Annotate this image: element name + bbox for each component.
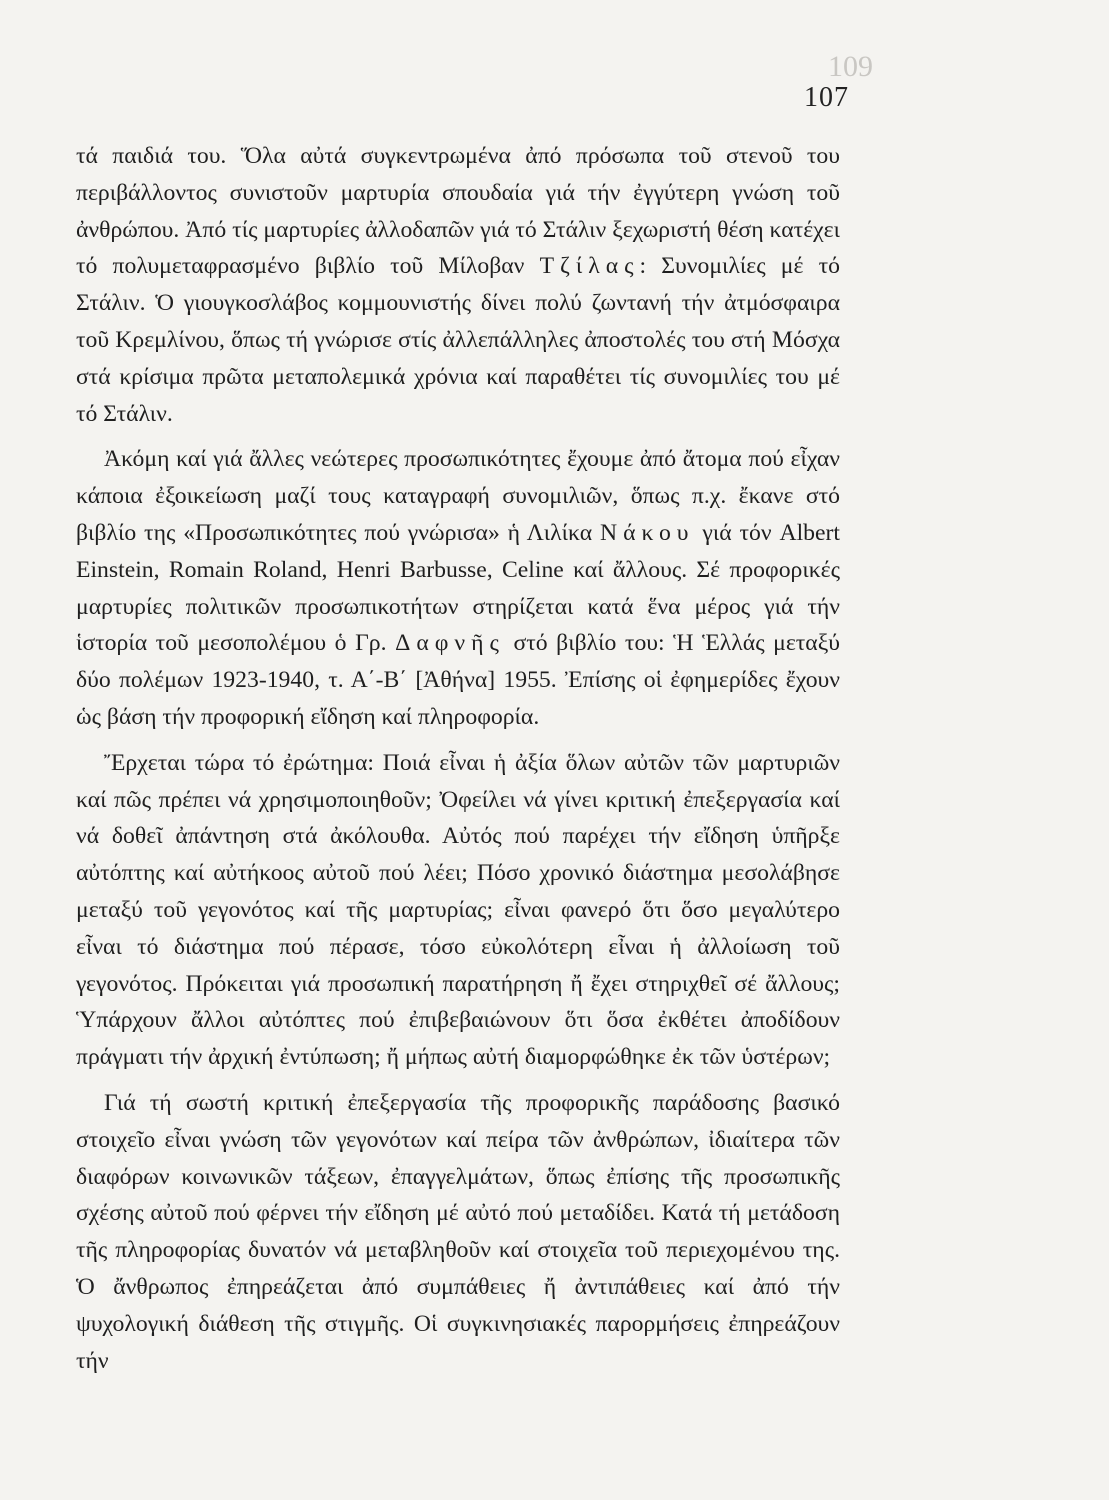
text-run: γιά τόν Albert Einstein, Romain Roland, Henri Barbusse, Celine καί ἄλλους. Σέ προφορικές μαρτυρίες πολιτικῶν προσωπικοτήτων στηρίζεται κατά ἕνα μέρος γιά τήν ἱστορία τοῦ μεσοπολέμου ὁ Γρ. (76, 519, 840, 657)
text-run: Ἔρχεται τώρα τό ἐρώτημα: Ποιά εἶναι ἡ ἀξία ὅλων αὐτῶν τῶν μαρτυριῶν καί πῶς πρέπει νά χρησιμοποιηθοῦν; Ὀφείλει νά γίνει κριτική ἐπεξεργασία καί νά δοθεῖ ἀπάντηση στά ἀκόλουθα. Αὐτός πού παρέχει τήν εἴδηση ὑπῆρξε αὐτόπτης καί αὐτήκοος αὐτοῦ πού λέει; Πόσο χρονικό διάστημα μεσολάβησε μεταξύ τοῦ γεγονότος καί τῆς μαρτυρίας; εἶναι φανερό ὅτι ὅσο μεγαλύτερο εἶναι τό διάστημα πού πέρασε, τόσο εὐκολότερη εἶναι ἡ ἀλλοίωση τοῦ γεγονότος. Πρόκειται γιά προσωπική παρατήρηση ἤ ἔχει στηριχθεῖ σέ ἄλλους; Ὑπάρχουν ἄλλοι αὐτόπτες πού ἐπιβεβαιώνουν ὅτι ὅσα ἐκθέτει ἀποδίδουν πράγματι τήν ἀρχική ἐντύπωση; ἤ μήπως αὐτή διαμορφώθηκε ἐκ τῶν ὑστέρων; (76, 749, 840, 1071)
body-text (76, 138, 840, 1388)
text-run: : Συνομιλίες μέ τό Στάλιν. Ὁ γιουγκοσλάβος κομμουνιστής δίνει πολύ ζωντανή τήν ἀτμόσφαιρα τοῦ Κρεμλίνου, ὅπως τή γνώρισε στίς ἀλλεπάλληλες ἀποστολές του στή Μόσχα στά κρίσιμα πρῶτα μεταπολεμικά χρόνια καί παραθέτει τίς συνομιλίες του μέ τό Στάλιν. (76, 253, 840, 427)
text-run: τά παιδιά του. Ὅλα αὐτά συγκεντρωμένα ἀπό πρόσωπα τοῦ στενοῦ του περιβάλλοντος συνιστοῦν μαρτυρία σπουδαία γιά τήν ἐγγύτερη γνώση τοῦ ἀνθρώπου. Ἀπό τίς μαρτυρίες ἀλλοδαπῶν γιά τό Στάλιν ξεχωριστή θέση κατέχει τό πολυμεταφρασμένο βιβλίο τοῦ Μίλοβαν (76, 143, 840, 280)
bleed-through-page-number: 109 (828, 50, 873, 83)
page-number: 107 (804, 82, 849, 113)
author-name-spaced: Νάκου (600, 519, 695, 546)
paragraph-3 (76, 745, 840, 1076)
text-run: στό βιβλίο του: Ἡ Ἑλλάς μεταξύ δύο πολέμων 1923-1940, τ. Α΄-Β΄ [Ἀθήνα] 1955. Ἐπίσης οἱ ἐφημερίδες ἔχουν ὡς βάση τήν προφορική εἴδηση καί πληροφορία. (76, 630, 841, 730)
author-name-spaced: Τζίλας (539, 253, 640, 280)
paragraph-2 (76, 441, 840, 735)
text-run: Ἀκόμη καί γιά ἄλλες νεώτερες προσωπικότητες ἔχουμε ἀπό ἄτομα πού εἶχαν κάποια ἐξοικείωση μαζί τους καταγραφή συνομιλιῶν, ὅπως π.χ. ἔκανε στό βιβλίο της «Προσωπικότητες πού γνώρισα» ἡ Λιλίκα (76, 446, 840, 546)
text-run: Γιά τή σωστή κριτική ἐπεξεργασία τῆς προφορικῆς παράδοσης βασικό στοιχεῖο εἶναι γνώση τῶν γεγονότων καί πείρα τῶν ἀνθρώπων, ἰδιαίτερα τῶν διαφόρων κοινωνικῶν τάξεων, ἐπαγγελμάτων, ὅπως ἐπίσης τῆς προσωπικῆς σχέσης αὐτοῦ πού φέρνει τήν εἴδηση μέ αὐτό πού μεταδίδει. Κατά τή μετάδοση τῆς πληροφορίας δυνατόν νά μεταβληθοῦν καί στοιχεῖα τοῦ περιεχομένου της. Ὁ ἄνθρωπος ἐπηρεάζεται ἀπό συμπάθειες ἤ ἀντιπάθειες καί ἀπό τήν ψυχολογική διάθεση τῆς στιγμῆς. Οἱ συγκινησιακές παρορμήσεις ἐπηρεάζουν τήν (76, 1089, 840, 1374)
paragraph-4 (76, 1085, 840, 1379)
author-name-spaced: Δαφνῆς (395, 630, 505, 657)
paragraph-1 (76, 138, 840, 432)
